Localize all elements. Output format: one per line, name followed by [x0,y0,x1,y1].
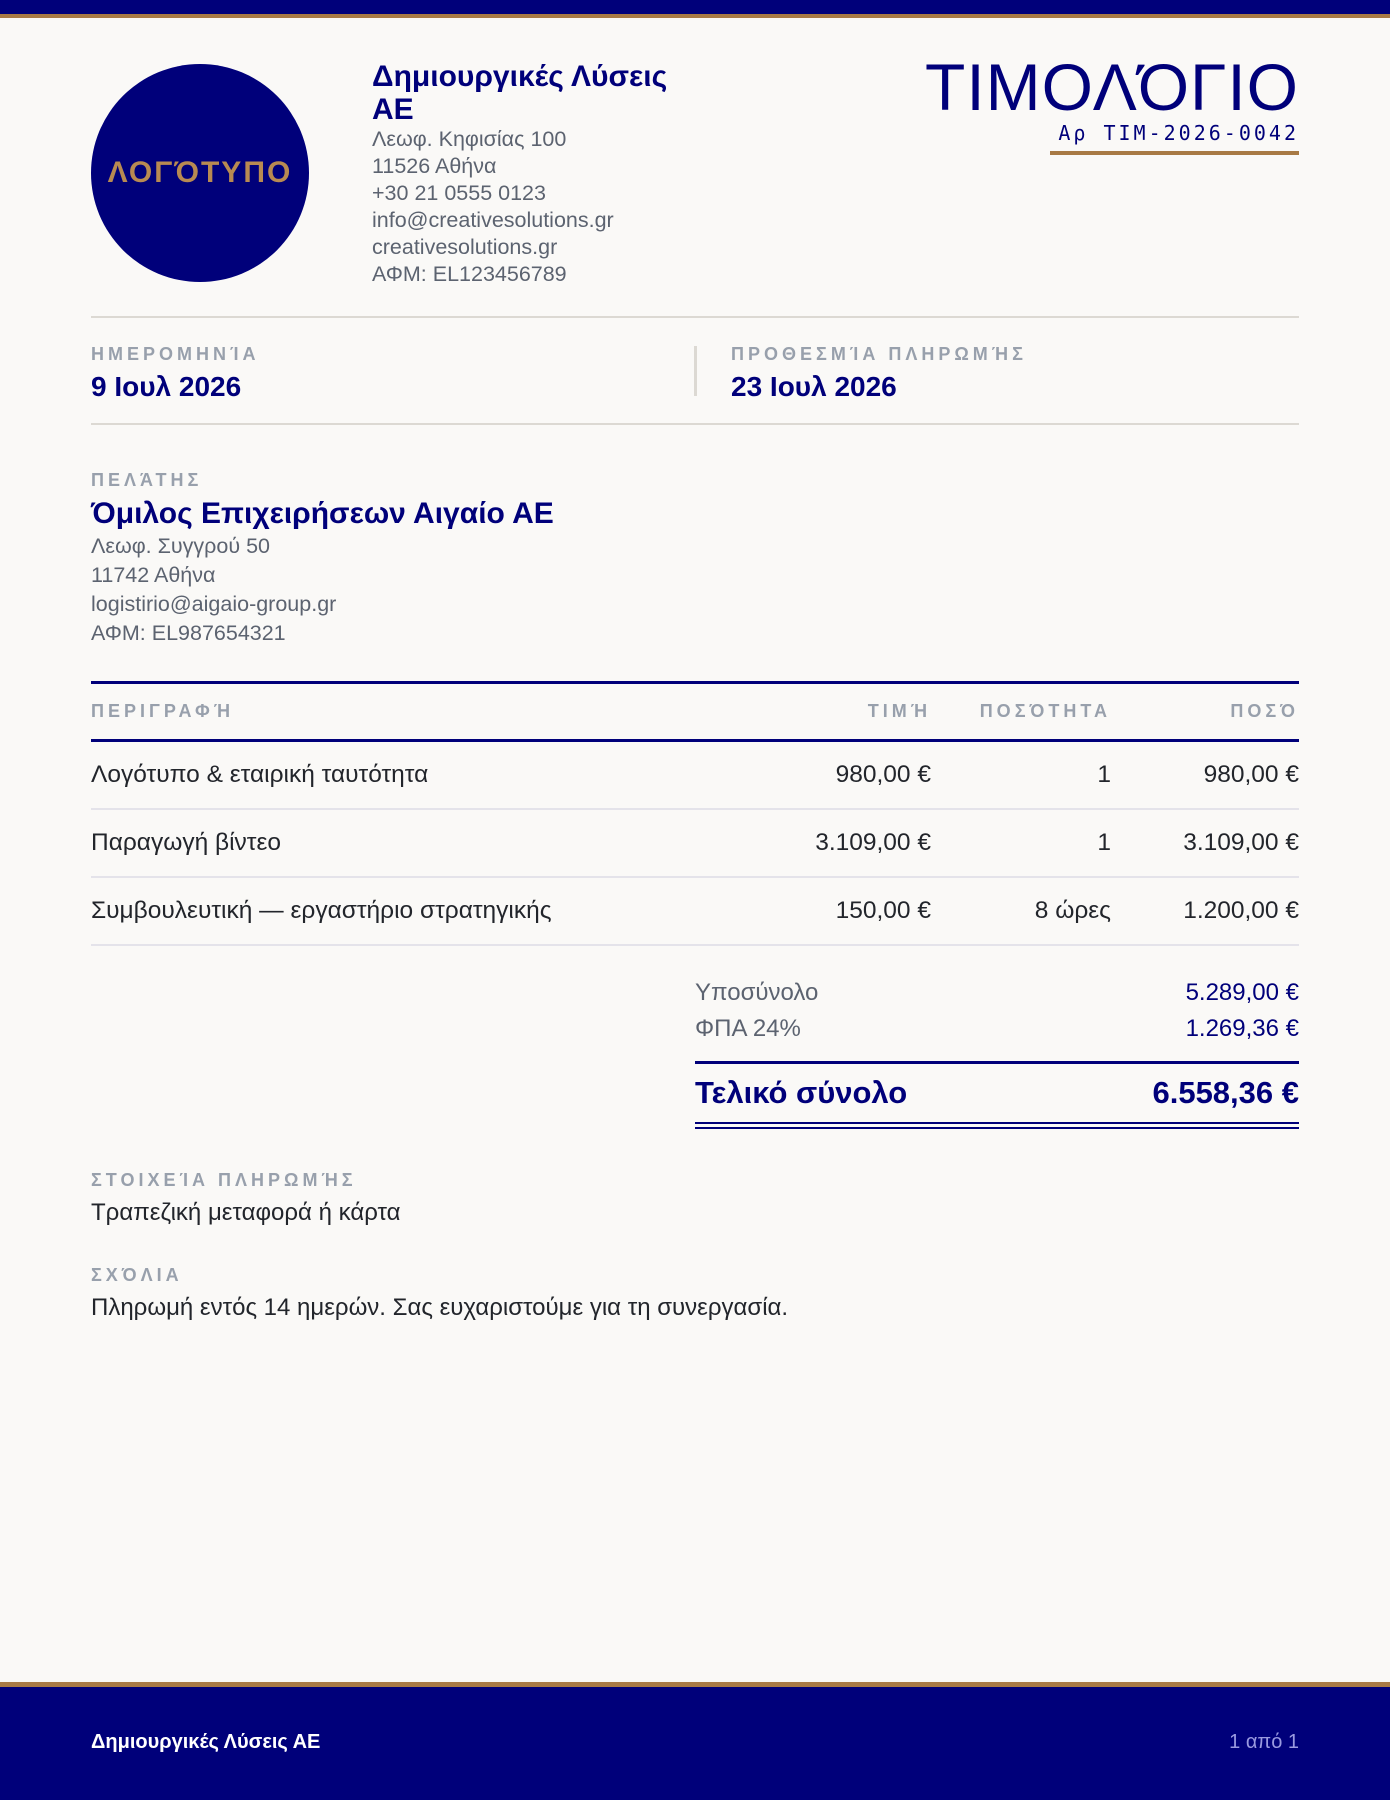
client-name: Όμιλος Επιχειρήσεων Αιγαίο ΑΕ [91,497,554,530]
table-row [91,810,1299,878]
row-price: 980,00 € [835,761,931,788]
row-amount: 3.109,00 € [1183,829,1299,856]
subtotal-label: Υποσύνολο [695,979,819,1006]
client-vat: ΑΦΜ: EL987654321 [91,621,286,645]
notes-label: ΣΧΌΛΙΑ [91,1265,183,1285]
header-price: ΤΙΜΉ [867,701,931,721]
top-bar-accent [0,14,1390,18]
invoice-title: ΤΙΜΟΛΌΓΙΟ [925,50,1299,124]
company-phone: +30 21 0555 0123 [372,181,546,205]
table-row [91,878,1299,946]
notes-section [91,1265,1191,1322]
grand-total-label: Τελικό σύνολο [695,1075,908,1110]
vat-label: ΦΠΑ 24% [695,1015,801,1042]
line-items-table [91,681,1299,946]
row-description: Παραγωγή βίντεο [91,829,282,856]
company-address: Λεωφ. Κηφισίας 100 [372,127,567,151]
issue-date-label: ΗΜΕΡΟΜΗΝΊΑ [91,344,260,364]
client-city: 11742 Αθήνα [91,563,216,587]
divider [91,423,1299,425]
row-price: 3.109,00 € [815,829,931,856]
client-label: ΠΕΛΆΤΗΣ [91,470,203,490]
header-amount: ΠΟΣΌ [1230,701,1299,721]
company-name: Δημιουργικές Λύσεις ΑΕ [372,60,668,126]
client-email: logistirio@aigaio-group.gr [91,592,337,616]
row-quantity: 8 ώρες [1034,897,1111,924]
top-bar [0,0,1390,14]
vat-value: 1.269,36 € [1185,1015,1299,1042]
footer-company: Δημιουργικές Λύσεις ΑΕ [91,1731,321,1753]
table-row [91,742,1299,810]
grand-total-value: 6.558,36 € [1152,1075,1299,1110]
notes-text: Πληρωμή εντός 14 ημερών. Σας ευχαριστούμε για τη συνεργασία. [91,1294,789,1321]
due-date-label: ΠΡΟΘΕΣΜΊΑ ΠΛΗΡΩΜΉΣ [731,344,1027,364]
vat-row [695,1011,1299,1047]
row-amount: 980,00 € [1203,761,1299,788]
row-amount: 1.200,00 € [1183,897,1299,924]
due-date-block [731,344,1027,403]
subtotal-row [695,975,1299,1011]
company-website: creativesolutions.gr [372,235,558,259]
client-address: Λεωφ. Συγγρού 50 [91,534,271,558]
company-email: info@creativesolutions.gr [372,208,614,232]
table-header [91,681,1299,742]
row-description: Συμβουλευτική — εργαστήριο στρατηγικής [91,897,552,924]
issue-date-block [91,344,260,403]
company-city: 11526 Αθήνα [372,154,497,178]
page-number: 1 από 1 [1229,1731,1299,1753]
due-date-value: 23 Ιουλ 2026 [731,371,897,402]
company-vat: ΑΦΜ: EL123456789 [372,262,567,286]
row-quantity: 1 [1097,829,1111,856]
payment-label: ΣΤΟΙΧΕΊΑ ΠΛΗΡΩΜΉΣ [91,1170,357,1190]
divider [91,316,1299,318]
totals-block [695,975,1299,1129]
row-description: Λογότυπο & εταιρική ταυτότητα [91,761,429,788]
invoice-number: Αρ ΤΙΜ-2026-0042 [1050,121,1299,155]
logo-text: ΛΟΓΌΤΥΠΟ [107,156,293,189]
row-quantity: 1 [1097,761,1111,788]
row-price: 150,00 € [835,897,931,924]
grand-total-row [695,1061,1299,1129]
header-quantity: ΠΟΣΌΤΗΤΑ [979,701,1111,721]
subtotal-value: 5.289,00 € [1185,979,1299,1006]
company-info [372,60,672,288]
header-description: ΠΕΡΙΓΡΑΦΉ [91,701,235,721]
payment-section [91,1170,1091,1227]
client-info [91,470,891,648]
payment-text: Τραπεζική μεταφορά ή κάρτα [91,1199,401,1226]
company-logo [91,64,309,282]
date-divider [694,346,697,396]
issue-date-value: 9 Ιουλ 2026 [91,371,242,402]
